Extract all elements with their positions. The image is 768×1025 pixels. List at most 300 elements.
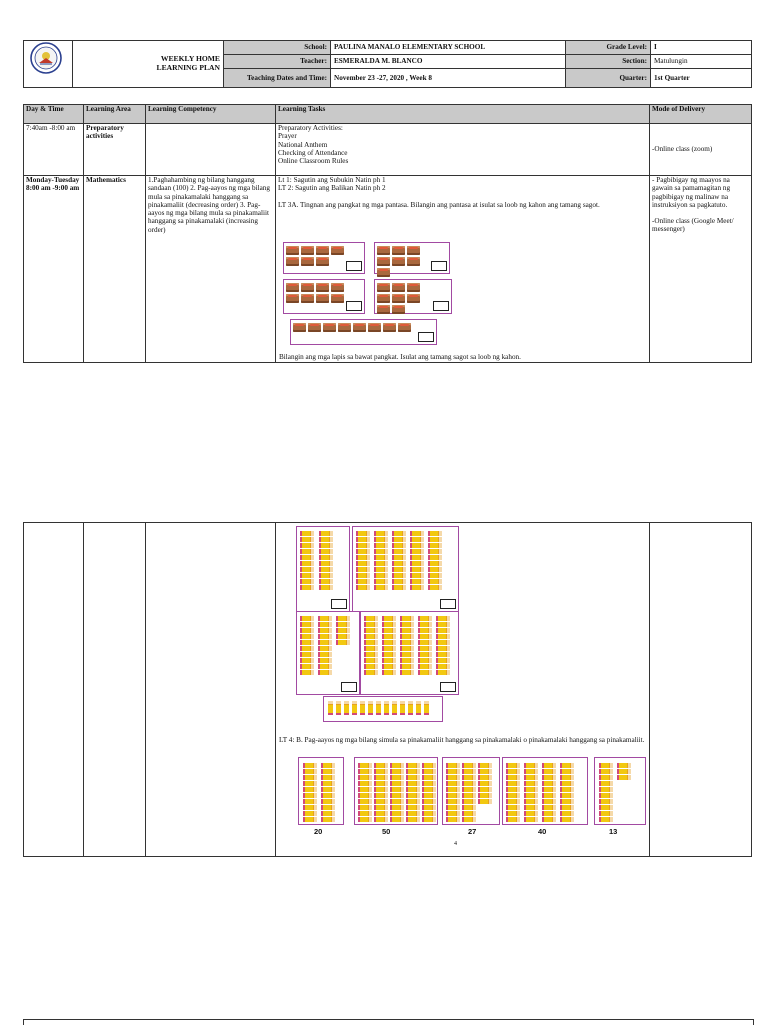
pencil-icon [390,763,404,768]
pencil-group [323,696,443,722]
row2-delivery [650,176,752,363]
pencil-icon [392,701,397,715]
lt2-text: LT 2: Sagutin ang Balikan Natin ph 2 [278,184,386,193]
pencil-icon [319,555,333,560]
pencil-icon [462,775,476,780]
pencil-icon [436,640,450,645]
pencil-icon [358,775,372,780]
pencil-icon [358,811,372,816]
pencil-icon [364,634,378,639]
pencil-icon [542,793,556,798]
task-line: Prayer [278,132,297,141]
group-label: 27 [468,827,477,836]
pencil-icon [410,555,424,560]
sharpener-icon [286,257,299,266]
next-page-table-edge [23,1019,754,1025]
pencil-icon [392,567,406,572]
sharpener-icon-set [377,246,431,277]
sharpener-icon [286,246,299,255]
pencil-column [428,531,442,590]
pencil-icon [524,793,538,798]
pencil-icon [374,769,388,774]
pencil-icon [446,775,460,780]
pencil-column [506,763,520,822]
pencil-icon [462,805,476,810]
pencil-icon [524,769,538,774]
pencil-icon [374,567,388,572]
pencil-icon [422,817,436,822]
answer-box[interactable] [433,301,449,311]
pencil-icon [446,805,460,810]
sharpener-icon [316,283,329,292]
task-line: Preparatory Activities: [278,124,343,132]
pencil-icon [506,817,520,822]
pencil-icon [368,701,373,715]
pencil-group [360,611,459,695]
cont-competency [146,523,276,857]
pencil-icon [446,781,460,786]
pencil-icon [410,585,424,590]
pencil-icon [392,543,406,548]
pencil-icon [542,769,556,774]
pencil-icon [428,585,442,590]
pencil-icon [390,817,404,822]
pencil-column [374,531,388,590]
pencil-icon [462,769,476,774]
pencil-icon [506,775,520,780]
pencil-icon [328,701,333,715]
pencil-icon [560,775,574,780]
sharpener-group [374,242,450,274]
pencil-icon [478,769,492,774]
pencil-icon [374,585,388,590]
sharpener-group [283,242,365,274]
pencil-icon [422,811,436,816]
pencil-icon [446,769,460,774]
school-label: School: [224,41,331,55]
pencil-icon [374,817,388,822]
sharpener-icon [308,323,321,332]
delivery-text: - Pagbibigay ng maayos na gawain sa pamamagitan ng pagbibigay ng malinaw na instruksiyon sa pagkatuto. [652,176,731,209]
cont-delivery [650,523,752,857]
answer-box[interactable] [440,599,456,609]
pencil-icon [428,573,442,578]
answer-box[interactable] [418,332,434,342]
cont-day [24,523,84,857]
sharpener-icon [331,283,344,292]
pencil-column [321,763,335,822]
pencil-icon [390,793,404,798]
row2-competency: 1.Paghahambing ng bilang hanggang sandaan (100) 2. Pag-aayos ng mga bilang mula sa pinakamalaki hanggang sa pinakamaliit (decreasing order) 3. Pag-aayos ng mga bilang mula sa pinakamaliit hanggang sa pinakamalaki (increasing order) [146,176,276,363]
quarter-value: 1st Quarter [651,69,752,88]
pencil-icon [374,805,388,810]
pencil-icon [300,585,314,590]
pencil-icon [428,567,442,572]
pencil-icon [446,817,460,822]
pencil-icon [300,531,314,536]
pencil-icon [358,787,372,792]
pencil-icon [410,549,424,554]
pencil-icon [406,763,420,768]
pencil-icon [560,763,574,768]
pencil-icon [462,811,476,816]
pencil-icon [392,561,406,566]
pencil-icon [390,799,404,804]
pencil-icon [358,781,372,786]
pencil-icon [300,567,314,572]
pencil-column [410,531,424,590]
pencil-icon [356,543,370,548]
answer-box[interactable] [346,301,362,311]
pencil-icon [410,579,424,584]
pencil-icon [321,805,335,810]
task-line: Online Classroom Rules [278,157,349,166]
pencil-icon [384,701,389,715]
pencil-icon [321,793,335,798]
row1-delivery: -Online class (zoom) [650,124,752,176]
pencil-icon [446,763,460,768]
pencil-icon [300,622,314,627]
pencil-icon [506,793,520,798]
pencil-icon [358,769,372,774]
pencil-icon [390,805,404,810]
pencil-icon [418,628,432,633]
pencil-icon [422,787,436,792]
pencil-icon [542,763,556,768]
pencil-icon [374,531,388,536]
sharpener-icon [392,294,405,303]
pencil-icon [374,579,388,584]
pencil-icon [321,769,335,774]
pencil-icon [462,781,476,786]
dates-label: Teaching Dates and Time: [224,69,331,88]
pencil-column [436,616,450,675]
pencil-icon [318,658,332,663]
pencil-icon [478,787,492,792]
pencil-icon [478,793,492,798]
sharpener-icon [301,294,314,303]
pencil-icon [319,531,333,536]
table-row [24,176,752,363]
pencil-icon [364,664,378,669]
pencil-icon [319,561,333,566]
lt1-text: Lt 1: Sagutin ang Subukin Natin ph 1 [278,176,386,184]
pencil-icon [410,543,424,548]
pencil-icon [400,628,414,633]
pencil-icon [506,805,520,810]
pencil-icon [524,763,538,768]
pencil-icon [300,640,314,645]
pencil-icon [418,658,432,663]
pencil-column [422,763,436,822]
pencil-icon [428,537,442,542]
pencil-icon [303,781,317,786]
sharpener-icon [377,305,390,314]
pencil-column [478,763,492,804]
pencil-icon [410,573,424,578]
title-line-1: WEEKLY HOME [160,54,220,64]
pencil-icon [358,817,372,822]
pencil-column [390,763,404,822]
pencil-icon [418,634,432,639]
pencil-icon [422,781,436,786]
pencil-icon [382,628,396,633]
pencil-icon [560,769,574,774]
sharpener-icon [286,294,299,303]
pencil-icon [506,799,520,804]
pencil-icon [336,634,350,639]
pencil-icon [506,781,520,786]
pencil-icon [478,781,492,786]
pencil-icon [524,811,538,816]
pencil-icon [356,537,370,542]
pencil-icon [321,811,335,816]
pencil-icon [374,573,388,578]
sharpener-group [290,319,437,345]
pencil-icon [336,628,350,633]
quarter-label: Quarter: [566,69,651,88]
answer-box[interactable] [440,682,456,692]
pencil-icon [446,811,460,816]
pencil-icon [506,811,520,816]
sharpener-icon [293,323,306,332]
sharpener-icon [377,268,390,277]
pencil-icon [303,799,317,804]
grade-label: Grade Level: [566,41,651,55]
pencil-column [364,616,378,675]
lt3-footer-text: Bilangin ang mga lapis sa bawat pangkat. Isulat ang tamang sagot sa loob ng kahon. [279,352,521,361]
sharpener-icon [392,246,405,255]
page-number: 4 [454,841,457,847]
sharpener-icon-set [377,283,433,314]
pencil-icon [356,573,370,578]
pencil-icon [364,640,378,645]
pencil-icon [374,555,388,560]
sharpener-icon [338,323,351,332]
pencil-icon [318,622,332,627]
pencil-icon [300,646,314,651]
pencil-icon [418,652,432,657]
pencil-icon [300,573,314,578]
table-header-row [24,105,752,124]
pencil-icon [364,658,378,663]
answer-box[interactable] [346,261,362,271]
pencil-icon [321,775,335,780]
sharpener-icon-set [286,283,346,303]
group-label: 40 [538,827,547,836]
pencil-icon [321,781,335,786]
pencil-icon [321,763,335,768]
pencil-icon [400,701,405,715]
pencil-icon [374,793,388,798]
row2-tasks [276,176,650,363]
sharpener-icon [392,283,405,292]
pencil-icon [422,769,436,774]
pencil-icon [436,664,450,669]
pencil-icon [374,763,388,768]
pencil-icon [392,585,406,590]
pencil-icon [400,664,414,669]
pencil-icon [364,670,378,675]
pencil-column [462,763,476,822]
pencil-icon [303,775,317,780]
pencil-column [392,531,406,590]
pencil-icon [356,585,370,590]
pencil-icon [542,799,556,804]
pencil-icon [524,787,538,792]
pencil-column [382,616,396,675]
pencil-group [352,526,459,612]
pencil-icon [436,622,450,627]
pencil-icon [303,817,317,822]
pencil-column [374,763,388,822]
pencil-icon [319,537,333,542]
pencil-group [354,757,438,825]
pencil-icon [358,799,372,804]
pencil-column [319,531,333,590]
pencil-group [502,757,588,825]
pencil-icon [462,799,476,804]
pencil-column [336,616,350,645]
pencil-row [328,701,429,715]
pencil-icon [524,817,538,822]
sharpener-icon [286,283,299,292]
pencil-icon [300,549,314,554]
pencil-icon [300,616,314,621]
col-day-time: Day & Time [24,105,84,124]
pencil-icon [321,787,335,792]
learning-plan-table [23,104,752,363]
pencil-icon [300,555,314,560]
pencil-icon [617,769,631,774]
pencil-group [442,757,500,825]
pencil-icon [300,664,314,669]
pencil-icon [400,670,414,675]
pencil-icon [478,799,492,804]
pencil-icon [374,537,388,542]
sharpener-icon [353,323,366,332]
pencil-column [406,763,420,822]
pencil-icon [422,763,436,768]
pencil-icon [374,543,388,548]
pencil-icon [390,775,404,780]
pencil-icon [428,531,442,536]
group-label: 20 [314,827,323,836]
pencil-icon [560,793,574,798]
pencil-group [296,526,350,612]
pencil-icon [364,622,378,627]
section-label: Section: [566,55,651,69]
logo-cell [24,41,73,88]
pencil-icon [392,531,406,536]
pencil-icon [506,763,520,768]
pencil-icon [418,640,432,645]
pencil-icon [406,787,420,792]
sharpener-icon [316,294,329,303]
pencil-icon [382,622,396,627]
pencil-icon [318,640,332,645]
pencil-column [303,763,317,822]
pencil-icon [318,652,332,657]
pencil-icon [364,628,378,633]
pencil-icon [356,531,370,536]
pencil-icon [392,573,406,578]
pencil-icon [436,670,450,675]
pencil-icon [319,585,333,590]
pencil-icon [374,787,388,792]
pencil-icon [406,817,420,822]
pencil-icon [406,775,420,780]
pencil-icon [446,799,460,804]
pencil-icon [318,670,332,675]
pencil-icon [406,793,420,798]
pencil-icon [376,701,381,715]
pencil-icon [436,628,450,633]
pencil-icon [599,775,613,780]
delivery-text: -Online class (Google Meet/ messenger) [652,217,734,234]
pencil-group [298,757,344,825]
pencil-icon [599,769,613,774]
sharpener-icon [383,323,396,332]
pencil-icon [382,664,396,669]
pencil-icon [436,652,450,657]
header-table [23,40,752,88]
pencil-icon [542,811,556,816]
pencil-icon [300,628,314,633]
pencil-icon [400,646,414,651]
pencil-icon [599,763,613,768]
pencil-column [318,616,332,675]
answer-box[interactable] [431,261,447,271]
pencil-icon [400,622,414,627]
pencil-icon [560,799,574,804]
pencil-icon [400,658,414,663]
pencil-column [599,763,613,822]
pencil-icon [599,787,613,792]
pencil-icon [374,781,388,786]
pencil-icon [428,549,442,554]
table-row [24,523,752,857]
pencil-icon [422,775,436,780]
pencil-icon [364,652,378,657]
pencil-icon [410,537,424,542]
pencil-icon [303,811,317,816]
pencil-icon [356,579,370,584]
title-line-2: LEARNING PLAN [156,63,220,72]
pencil-icon [617,763,631,768]
pencil-icon [422,805,436,810]
pencil-icon [418,622,432,627]
pencil-icon [303,763,317,768]
pencil-icon [599,805,613,810]
pencil-icon [436,634,450,639]
pencil-icon [382,658,396,663]
pencil-icon [336,701,341,715]
pencil-icon [418,670,432,675]
pencil-icon [599,799,613,804]
answer-box[interactable] [341,682,357,692]
task-line: Checking of Attendance [278,148,348,157]
pencil-group [594,757,646,825]
pencil-icon [303,769,317,774]
pencil-icon [300,670,314,675]
answer-box[interactable] [331,599,347,609]
sharpener-icon [377,283,390,292]
section-value: Matulungin [651,55,752,69]
pencil-icon [542,817,556,822]
group-label: 50 [382,827,391,836]
pencil-icon [382,634,396,639]
